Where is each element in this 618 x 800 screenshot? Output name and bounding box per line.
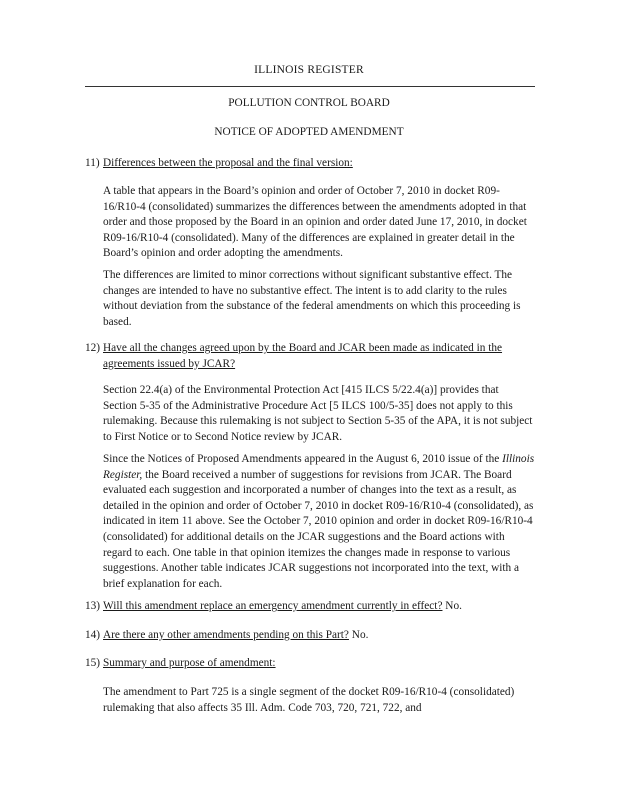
board-title: POLLUTION CONTROL BOARD <box>228 97 390 109</box>
item-number: 11) <box>85 157 100 169</box>
paragraph: The amendment to Part 725 is a single segment of the docket R09-16/R10-4 (consolidated) rulemaking that also affects 35 Ill. Adm. Code 703, 720, 721, 722, and <box>103 686 515 714</box>
paragraph: Since the Notices of Proposed Amendments appeared in the August 6, 2010 issue of the Illinois Register, the Board received a number of suggestions for revisions from JCAR. The Board evaluated each suggestion and incorporated a number of changes into the text as a result, as detailed in the opinion and order of October 7, 2010 in docket R09-16/R10-4 (consolidated), as indicated in item 11 above. See the October 7, 2010 opinion and order in docket R09-16/R10-4 (consolidated) for additional details on the JCAR suggestions and the Board actions with regard to each. One table in that opinion itemizes the changes made in response to various suggestions. Another table indicates JCAR suggestions not incorporated into the text, with a brief explanation for each. <box>103 453 535 590</box>
paragraph: The differences are limited to minor corrections without significant substantive effect. The changes are intended to have no substantive effect. The intent is to add clarity to the rules without deviation from the substance of the federal amendments on which this proceeding is based. <box>103 269 521 328</box>
item-number: 13) <box>85 600 101 612</box>
item-question: Have all the changes agreed upon by the Board and JCAR been made as indicated in the agreements issued by JCAR? <box>103 342 503 370</box>
register-title: ILLINOIS REGISTER <box>254 64 364 76</box>
item-question: Summary and purpose of amendment: <box>103 657 276 669</box>
item-question: Differences between the proposal and the final version: <box>103 157 353 169</box>
item-question: Are there any other amendments pending on this Part? No. <box>103 629 369 641</box>
item-number: 12) <box>85 342 101 354</box>
item-question: Will this amendment replace an emergency amendment currently in effect? No. <box>103 600 462 612</box>
notice-title: NOTICE OF ADOPTED AMENDMENT <box>214 126 404 138</box>
header-rule <box>85 86 535 87</box>
item-number: 15) <box>85 657 101 669</box>
register-citation: Illinois Register, <box>103 453 535 481</box>
item-number: 14) <box>85 629 101 641</box>
paragraph: Section 22.4(a) of the Environmental Protection Act [415 ILCS 5/22.4(a)] provides that Section 5-35 of the Administrative Procedure Act [5 ILCS 100/5-35] does not apply to this rulemaking. Because this rulemaking is not subject to Section 5-35 of the APA, it is not subject to First Notice or to Second Notice review by JCAR. <box>103 384 533 443</box>
paragraph: A table that appears in the Board’s opinion and order of October 7, 2010 in docket R09-16/R10-4 (consolidated) summarizes the differences between the amendments adopted in that order and those proposed by the Board in an opinion and order dated June 17, 2010, in docket R09-16/R10-4 (consolidated). Many of the differences are explained in greater detail in the Board’s opinion and order adopting the amendments. <box>103 185 527 260</box>
